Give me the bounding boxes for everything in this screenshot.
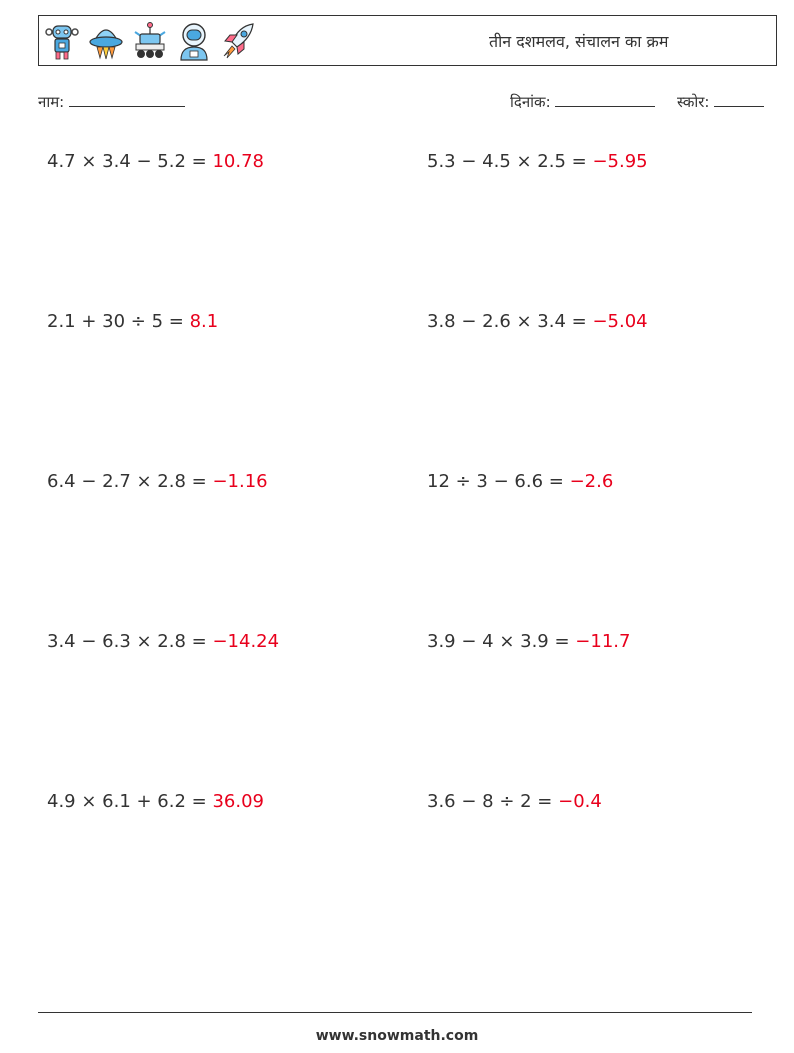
- problem-answer: 10.78: [212, 151, 264, 172]
- problem-answer: 8.1: [189, 311, 219, 332]
- problem-7: [47, 631, 279, 652]
- problem-expression: 3.4 − 6.3 × 2.8 =: [47, 631, 213, 652]
- problem-1: [47, 151, 264, 172]
- problem-answer: −5.04: [592, 311, 648, 332]
- date-field: [510, 92, 655, 112]
- astronaut-icon: [175, 20, 213, 62]
- problem-expression: 3.8 − 2.6 × 3.4 =: [427, 311, 593, 332]
- problem-3: [47, 311, 218, 332]
- problem-expression: 5.3 − 4.5 × 2.5 =: [427, 151, 593, 172]
- problem-6: [427, 471, 613, 492]
- name-field: [38, 92, 185, 112]
- problem-expression: 6.4 − 2.7 × 2.8 =: [47, 471, 213, 492]
- problem-answer: 36.09: [212, 791, 264, 812]
- rover-icon: [131, 20, 169, 62]
- robot-icon: [43, 20, 81, 62]
- problem-9: [47, 791, 264, 812]
- problem-answer: −2.6: [569, 471, 614, 492]
- problem-8: [427, 631, 630, 652]
- score-label: स्कोर:: [677, 93, 710, 111]
- score-blank: [714, 92, 764, 107]
- ufo-icon: [87, 20, 125, 62]
- problem-2: [427, 151, 648, 172]
- problem-expression: 4.7 × 3.4 − 5.2 =: [47, 151, 213, 172]
- problem-answer: −1.16: [212, 471, 268, 492]
- problem-answer: −5.95: [592, 151, 648, 172]
- header-icons: [43, 20, 257, 62]
- problem-4: [427, 311, 648, 332]
- problem-5: [47, 471, 268, 492]
- problem-answer: −14.24: [212, 631, 280, 652]
- score-field: [677, 92, 764, 112]
- problem-10: [427, 791, 602, 812]
- problem-answer: −11.7: [575, 631, 631, 652]
- header-box: [38, 15, 777, 66]
- problem-expression: 12 ÷ 3 − 6.6 =: [427, 471, 570, 492]
- problem-expression: 3.6 − 8 ÷ 2 =: [427, 791, 559, 812]
- worksheet-title: तीन दशमलव, संचालन का क्रम: [489, 32, 669, 51]
- name-label: नाम:: [38, 93, 65, 111]
- problem-expression: 3.9 − 4 × 3.9 =: [427, 631, 576, 652]
- problem-expression: 4.9 × 6.1 + 6.2 =: [47, 791, 213, 812]
- date-label: दिनांक:: [510, 93, 551, 111]
- rocket-icon: [219, 20, 257, 62]
- footer-url: www.snowmath.com: [315, 1028, 479, 1044]
- date-blank: [555, 92, 655, 107]
- footer-divider: [38, 1012, 752, 1013]
- problem-expression: 2.1 + 30 ÷ 5 =: [47, 311, 190, 332]
- name-blank: [69, 92, 185, 107]
- problem-answer: −0.4: [558, 791, 602, 812]
